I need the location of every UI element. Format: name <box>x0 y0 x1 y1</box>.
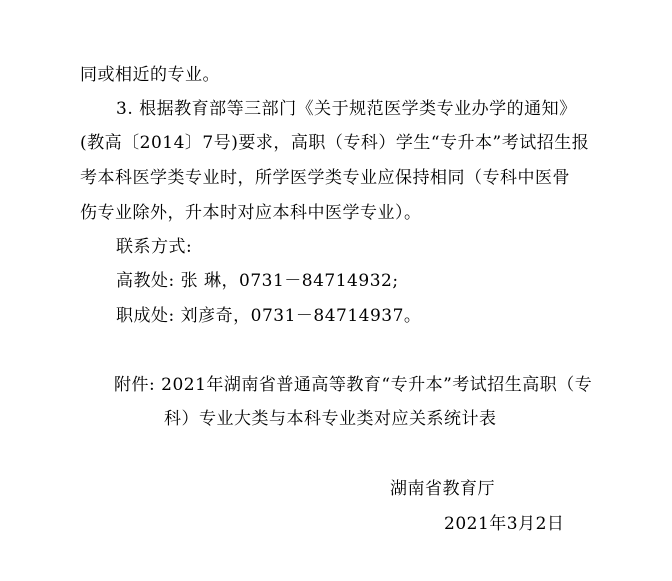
attachment-line-2: 科）专业大类与本科专业类对应关系统计表 <box>164 409 497 429</box>
body-line-5: 伤专业除外，升本时对应本科中医学专业）。 <box>80 203 422 223</box>
body-line-1: 同或相近的专业。 <box>80 65 220 85</box>
contact-vocational: 职成处: 刘彦奇，0731－84714937。 <box>116 306 422 326</box>
body-line-4: 考本科医学类专业时，所学医学类专业应保持相同（专科中医骨 <box>80 168 570 188</box>
contacts-heading: 联系方式: <box>116 237 193 257</box>
signature-date: 2021年3月2日 <box>444 514 565 534</box>
body-line-2: 3. 根据教育部等三部门《关于规范医学类专业办学的通知》 <box>116 99 577 119</box>
contact-higher-edu: 高教处: 张 琳，0731－84714932; <box>116 271 399 291</box>
body-line-3: (教高〔2014〕7号)要求，高职（专科）学生“专升本”考试招生报 <box>80 133 590 153</box>
attachment-line-1: 附件: 2021年湖南省普通高等教育“专升本”考试招生高职（专 <box>114 375 593 395</box>
signature-org: 湖南省教育厅 <box>390 479 495 499</box>
